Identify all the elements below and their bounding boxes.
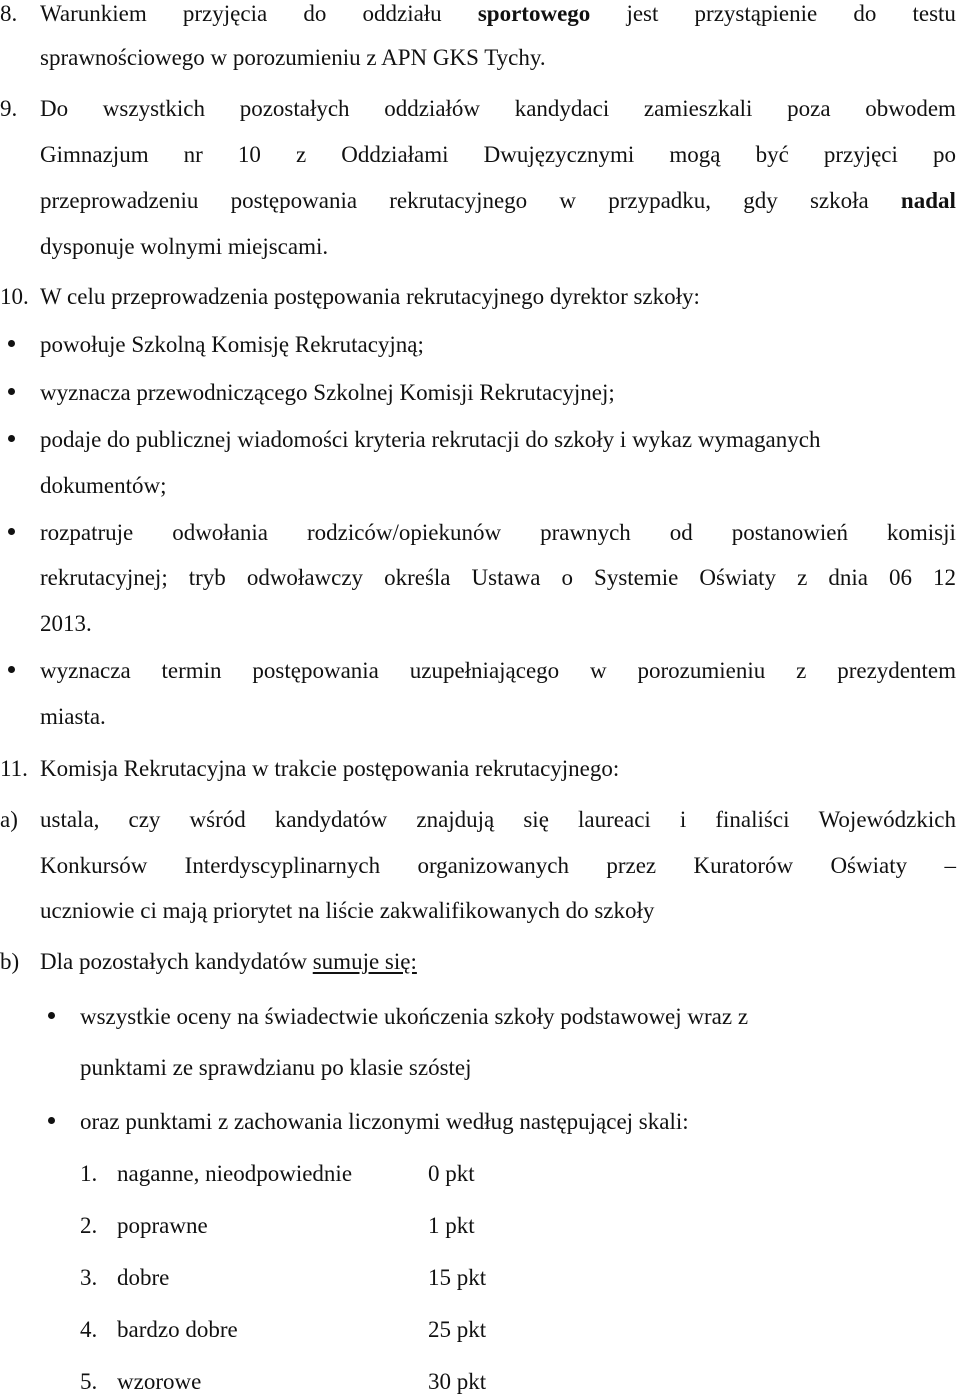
word: nadal (900, 188, 956, 213)
item-10-bullet-1: powołuje Szkolną Komisję Rekrutacyjną; (40, 332, 424, 357)
word: w (590, 658, 607, 683)
word: Konkursów (40, 853, 148, 878)
word: porozumieniu (637, 658, 766, 683)
word: od (669, 520, 693, 545)
scale-points: 25 pkt (428, 1317, 487, 1342)
word: Dwujęzycznymi (483, 142, 635, 167)
item-number: 10. (0, 284, 29, 309)
word: dnia (828, 565, 868, 590)
scale-label: bardzo dobre (117, 1317, 238, 1342)
word: pozostałych (239, 96, 350, 121)
word: mogą (669, 142, 721, 167)
word: w (559, 188, 577, 213)
item-10-bullet-5-line-2: miasta. (40, 704, 106, 729)
word: Kuratorów (693, 853, 794, 878)
scale-label: naganne, nieodpowiednie (117, 1161, 353, 1186)
word: rozpatruje (40, 520, 134, 545)
item-number: 11. (0, 756, 28, 781)
word: Wojewódzkich (818, 807, 956, 832)
word: wyznacza (40, 658, 131, 683)
scale-number: 5. (80, 1369, 98, 1394)
word: przypadku, (608, 188, 712, 213)
word: uzupełniającego (409, 658, 560, 683)
word: odwoławczy (246, 565, 364, 590)
word: Systemie (594, 565, 679, 590)
word: o (561, 565, 574, 590)
word: się (523, 807, 549, 832)
item-11-a-line-1 (40, 808, 956, 831)
word: oddziałów (384, 96, 481, 121)
item-11-sub-1-line-1: wszystkie oceny na świadectwie ukończenia szkoły podstawowej wraz z (80, 1004, 749, 1029)
word: prawnych (540, 520, 631, 545)
word: Interdyscyplinarnych (184, 853, 381, 878)
word: z (797, 565, 808, 590)
word: jest (626, 1, 659, 26)
item-10-bullet-2: wyznacza przewodniczącego Szkolnej Komisji Rekrutacyjnej; (40, 380, 615, 405)
word: odwołania (172, 520, 268, 545)
item-10-bullet-4-line-1 (40, 521, 956, 544)
word: kandydaci (514, 96, 610, 121)
item-11-a-line-2 (40, 854, 956, 877)
word: postępowania (252, 658, 379, 683)
word: gdy (743, 188, 778, 213)
word: szkoła (809, 188, 869, 213)
word: przyjęcia (182, 1, 268, 26)
word: testu (912, 1, 956, 26)
word: poza (787, 96, 831, 121)
word: do (303, 1, 327, 26)
word: zamieszkali (643, 96, 753, 121)
word: postanowień (731, 520, 848, 545)
word: oddziału (362, 1, 442, 26)
word: z (295, 142, 307, 167)
word: finaliści (715, 807, 790, 832)
word: czy (128, 807, 161, 832)
word: kandydatów (274, 807, 388, 832)
item-11-b-underlined: sumuje się: (312, 949, 417, 974)
bullet-icon (8, 528, 15, 535)
item-10-bullet-4-line-2 (40, 566, 956, 589)
word: komisji (886, 520, 956, 545)
item-11-intro: Komisja Rekrutacyjna w trakcie postępowania rekrutacyjnego: (40, 756, 620, 781)
scale-label: poprawne (117, 1213, 208, 1238)
scale-number: 4. (80, 1317, 98, 1342)
list-label-b: b) (0, 949, 20, 974)
word: znajdują (416, 807, 495, 832)
word: Warunkiem (40, 1, 147, 26)
word: przez (606, 853, 657, 878)
scale-number: 1. (80, 1161, 98, 1186)
scale-points: 0 pkt (428, 1161, 475, 1186)
word: określa (384, 565, 451, 590)
item-9-line-3 (40, 189, 956, 212)
word: prezydentem (837, 658, 956, 683)
item-number: 8. (0, 1, 18, 26)
scale-points: 30 pkt (428, 1369, 487, 1394)
scale-points: 1 pkt (428, 1213, 475, 1238)
word: sportowego (477, 1, 591, 26)
bullet-icon (8, 340, 15, 347)
item-10-bullet-5-line-1 (40, 659, 956, 682)
word: rekrutacyjnej; (40, 565, 168, 590)
word: być (755, 142, 789, 167)
item-10-intro: W celu przeprowadzenia postępowania rekrutacyjnego dyrektor szkoły: (40, 284, 700, 309)
word: 10 (237, 142, 261, 167)
word: termin (161, 658, 222, 683)
word: Oświaty (830, 853, 908, 878)
word: Do (40, 96, 69, 121)
bullet-icon (48, 1117, 55, 1124)
word: obwodem (865, 96, 956, 121)
word: rodziców/opiekunów (306, 520, 502, 545)
scale-label: wzorowe (117, 1369, 202, 1394)
item-10-bullet-3-line-2: dokumentów; (40, 473, 167, 498)
word: przystąpienie (694, 1, 818, 26)
item-11-b-text: Dla pozostałych kandydatów (40, 949, 313, 974)
word: postępowania (230, 188, 358, 213)
word: 12 (932, 565, 956, 590)
word: Oddziałami (341, 142, 449, 167)
bullet-icon (48, 1012, 55, 1019)
bullet-icon (8, 388, 15, 395)
word: z (796, 658, 807, 683)
list-label-a: a) (0, 807, 18, 832)
word: Ustawa (471, 565, 541, 590)
item-11-sub-1-line-2: punktami ze sprawdzianu po klasie szóstej (80, 1055, 472, 1080)
word: rekrutacyjnego (389, 188, 528, 213)
item-11-sub-2: oraz punktami z zachowania liczonymi według następującej skali: (80, 1109, 689, 1134)
word: laureaci (578, 807, 651, 832)
scale-number: 2. (80, 1213, 98, 1238)
item-11-b-line (40, 950, 417, 973)
scale-label: dobre (117, 1265, 170, 1290)
word: Oświaty (699, 565, 777, 590)
word: 06 (888, 565, 912, 590)
word: nr (183, 142, 203, 167)
word: do (853, 1, 877, 26)
word: przyjęci (823, 142, 898, 167)
word: tryb (188, 565, 226, 590)
bullet-icon (8, 666, 15, 673)
word: wśród (189, 807, 246, 832)
bullet-icon (8, 435, 15, 442)
word: i (679, 807, 687, 832)
item-10-bullet-4-line-3: 2013. (40, 611, 92, 636)
item-9-line-1 (40, 97, 956, 120)
word: – (944, 853, 956, 878)
item-9-line-4: dysponuje wolnymi miejscami. (40, 234, 329, 259)
item-number: 9. (0, 96, 18, 121)
scale-number: 3. (80, 1265, 98, 1290)
item-11-a-line-3: uczniowie ci mają priorytet na liście zakwalifikowanych do szkoły (40, 898, 655, 923)
item-8-line-1 (40, 2, 956, 25)
scale-points: 15 pkt (428, 1265, 487, 1290)
word: organizowanych (417, 853, 570, 878)
item-8-line-2: sprawnościowego w porozumieniu z APN GKS Tychy. (40, 45, 546, 70)
word: ustala, (40, 807, 100, 832)
word: przeprowadzeniu (40, 188, 199, 213)
word: wszystkich (102, 96, 206, 121)
item-10-bullet-3-line-1: podaje do publicznej wiadomości kryteria rekrutacji do szkoły i wykaz wymaganych (40, 427, 821, 452)
word: Gimnazjum (40, 142, 149, 167)
item-9-line-2 (40, 143, 956, 166)
word: po (932, 142, 956, 167)
